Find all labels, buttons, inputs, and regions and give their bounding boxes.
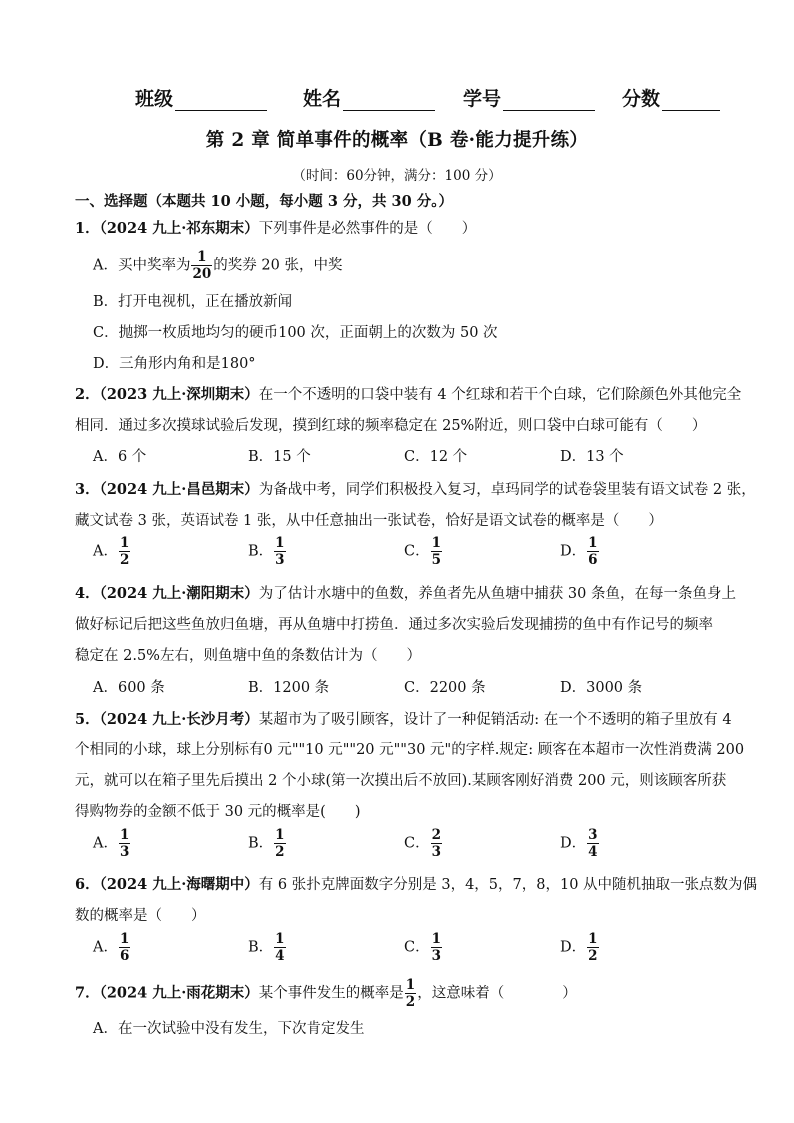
question-3-line-2: 藏文试卷 3 张，英语试卷 1 张，从中任意抽出一张试卷，恰好是语文试卷的概率是（ ） [75,513,663,529]
question-2-line-2: 相同．通过多次摸球试验后发现，摸到红球的频率稳定在 25%附近，则口袋中白球可能有（ ） [75,418,707,434]
fraction: $\frac{1}{6}$ [119,931,130,964]
fraction: $\frac{1}{3}$ [431,931,442,964]
q6-option-b[interactable]: B． $\frac{1}{4}$ [248,931,285,964]
page-title: 第 2 章 简单事件的概率（B 卷·能力提升练） [205,130,589,151]
score-blank[interactable] [662,90,720,111]
exam-info: （时间：60分钟，满分：100 分） [292,168,502,184]
question-4: 4．（2024 九上·潮阳期末）为了估计水塘中的鱼数，养鱼者先从鱼塘中捕获 30 条鱼，在每一条鱼身上 [75,585,736,602]
q4-option-d[interactable]: D．3000 条 [560,680,643,696]
fraction: $\frac{1}{2}$ [405,977,416,1010]
class-field[interactable]: 班级 [135,84,267,111]
fraction: $\frac{1}{5}$ [431,535,442,568]
q6-option-a[interactable]: A． $\frac{1}{6}$ [93,931,130,964]
q3-option-b[interactable]: B． $\frac{1}{3}$ [248,535,285,568]
q5-option-c[interactable]: C． $\frac{2}{3}$ [404,827,442,860]
q6-option-c[interactable]: C． $\frac{1}{3}$ [404,931,442,964]
question-5-line-4: 得购物券的金额不低于 30 元的概率是( ) [75,804,361,820]
fraction: $\frac{1}{3}$ [275,535,285,568]
q6-option-d[interactable]: D． $\frac{1}{2}$ [560,931,598,964]
name-field[interactable]: 姓名 [303,84,435,111]
class-blank[interactable] [175,90,267,111]
student-id-blank[interactable] [503,90,595,111]
q1-option-b[interactable]: B．打开电视机，正在播放新闻 [93,294,293,310]
question-2: 2．（2023 九上·深圳期末）在一个不透明的口袋中装有 4 个红球和若干个白球，它们除颜色外其他完全 [75,386,742,403]
fraction: $\frac{1}{20}$ [192,249,212,282]
question-7: 7．（2024 九上·雨花期末）某个事件发生的概率是 $\frac{1}{2}$ ，这意味着（ ） [75,977,577,1010]
name-blank[interactable] [343,90,435,111]
q4-option-a[interactable]: A．600 条 [93,680,165,696]
q5-option-d[interactable]: D． $\frac{3}{4}$ [560,827,598,860]
q1-option-c[interactable]: C．抛掷一枚质地均匀的硬币100 次，正面朝上的次数为 50 次 [93,325,498,341]
q5-option-b[interactable]: B． $\frac{1}{2}$ [248,827,285,860]
question-6: 6．（2024 九上·海曙期中）有 6 张扑克牌面数字分别是 3，4，5，7，8，10 从中随机抽取一张点数为偶 [75,876,758,893]
fraction: $\frac{3}{4}$ [588,827,598,860]
question-6-line-2: 数的概率是（ ） [75,908,206,924]
fraction: $\frac{1}{3}$ [119,827,130,860]
q4-option-c[interactable]: C．2200 条 [404,680,486,696]
question-5-line-3: 元，就可以在箱子里先后摸出 2 个小球(第一次摸出后不放回).某顾客刚好消费 200 元，则该顾客所获 [75,773,727,789]
question-4-line-3: 稳定在 2.5%左右，则鱼塘中鱼的条数估计为（ ） [75,648,421,664]
q3-option-a[interactable]: A． $\frac{1}{2}$ [93,535,130,568]
student-id-field[interactable]: 学号 [463,84,595,111]
fraction: $\frac{1}{2}$ [119,535,130,568]
q1-option-a[interactable]: A．买中奖率为 $\frac{1}{20}$ 的奖券 20 张，中奖 [93,249,343,282]
question-3: 3．（2024 九上·昌邑期末）为备战中考，同学们积极投入复习，卓玛同学的试卷袋里装有语文试卷 2 张， [75,481,756,498]
q7-option-a[interactable]: A．在一次试验中没有发生，下次肯定发生 [93,1021,365,1037]
fraction: $\frac{1}{2}$ [275,827,285,860]
student-info-header [135,84,735,114]
section-title: 一、选择题（本题共 10 小题，每小题 3 分，共 30 分。） [75,193,453,210]
q3-option-c[interactable]: C． $\frac{1}{5}$ [404,535,442,568]
fraction: $\frac{1}{2}$ [588,931,598,964]
q2-option-b[interactable]: B．15 个 [248,449,311,465]
q5-option-a[interactable]: A． $\frac{1}{3}$ [93,827,130,860]
score-field[interactable]: 分数 [622,84,720,111]
q2-option-d[interactable]: D．13 个 [560,449,624,465]
q2-option-c[interactable]: C．12 个 [404,449,468,465]
fraction: $\frac{1}{6}$ [588,535,598,568]
q4-option-b[interactable]: B．1200 条 [248,680,330,696]
q2-option-a[interactable]: A．6 个 [93,449,147,465]
q1-option-d[interactable]: D．三角形内角和是180° [93,356,256,372]
q3-option-d[interactable]: D． $\frac{1}{6}$ [560,535,598,568]
fraction: $\frac{1}{4}$ [275,931,285,964]
question-5: 5．（2024 九上·长沙月考）某超市为了吸引顾客，设计了一种促销活动: 在一个不透明的箱子里放有 4 [75,711,732,728]
question-5-line-2: 个相同的小球，球上分别标有0 元""10 元""20 元""30 元"的字样.规定: 顾客在本超市一次性消费满 200 [75,742,745,758]
question-4-line-2: 做好标记后把这些鱼放归鱼塘，再从鱼塘中打捞鱼．通过多次实验后发现捕捞的鱼中有作记号的频率 [75,617,713,633]
question-1: 1．（2024 九上·祁东期末）下列事件是必然事件的是（ ） [75,220,477,237]
fraction: $\frac{2}{3}$ [431,827,442,860]
